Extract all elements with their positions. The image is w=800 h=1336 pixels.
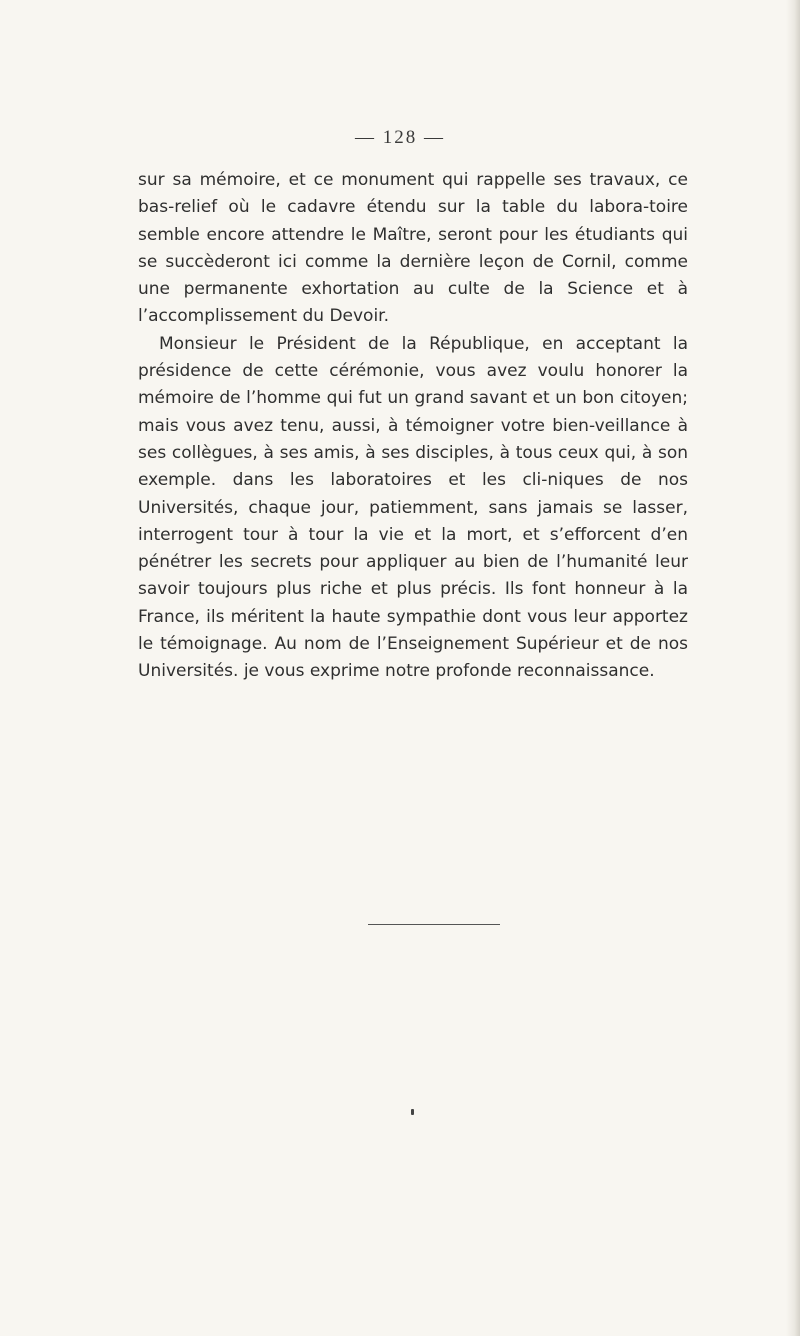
paragraph-1: sur sa mémoire, et ce monument qui rappelle ses travaux, ce bas-relief où le cadavre étendu sur la table du labora-toire semble encore attendre le Maître, seront pour les étudiants qui se succèderont ici comme la dernière leçon de Cornil, comme une permanente exhortation au culte de la Science et à l’accomplissement du Devoir.: [138, 170, 688, 327]
page-number: — 128 —: [355, 127, 445, 148]
section-end-rule: [368, 924, 500, 925]
paragraph-2: Monsieur le Président de la République, en acceptant la présidence de cette cérémonie, vous avez voulu honorer la mémoire de l’homme qui fut un grand savant et un bon citoyen; mais vous avez tenu, aussi, à témoigner votre bien-veillance à ses collègues, à ses amis, à ses disciples, à tous ceux qui, à son exemple. dans les laboratoires et les cli-niques de nos Universités, chaque jour, patiemment, sans jamais se lasser, interrogent tour à tour la vie et la mort, et s’efforcent d’en pénétrer les secrets pour appliquer au bien de l’humanité leur savoir toujours plus riche et plus précis. Ils font honneur à la France, ils méritent la haute sympathie dont vous leur apportez le témoignage. Au nom de l’Enseignement Supérieur et de nos Universités. je vous exprime notre profonde reconnaissance.: [138, 333, 688, 682]
ink-speck: [411, 1109, 414, 1115]
page-edge-shadow: [786, 0, 800, 1336]
body-text: [138, 167, 688, 686]
